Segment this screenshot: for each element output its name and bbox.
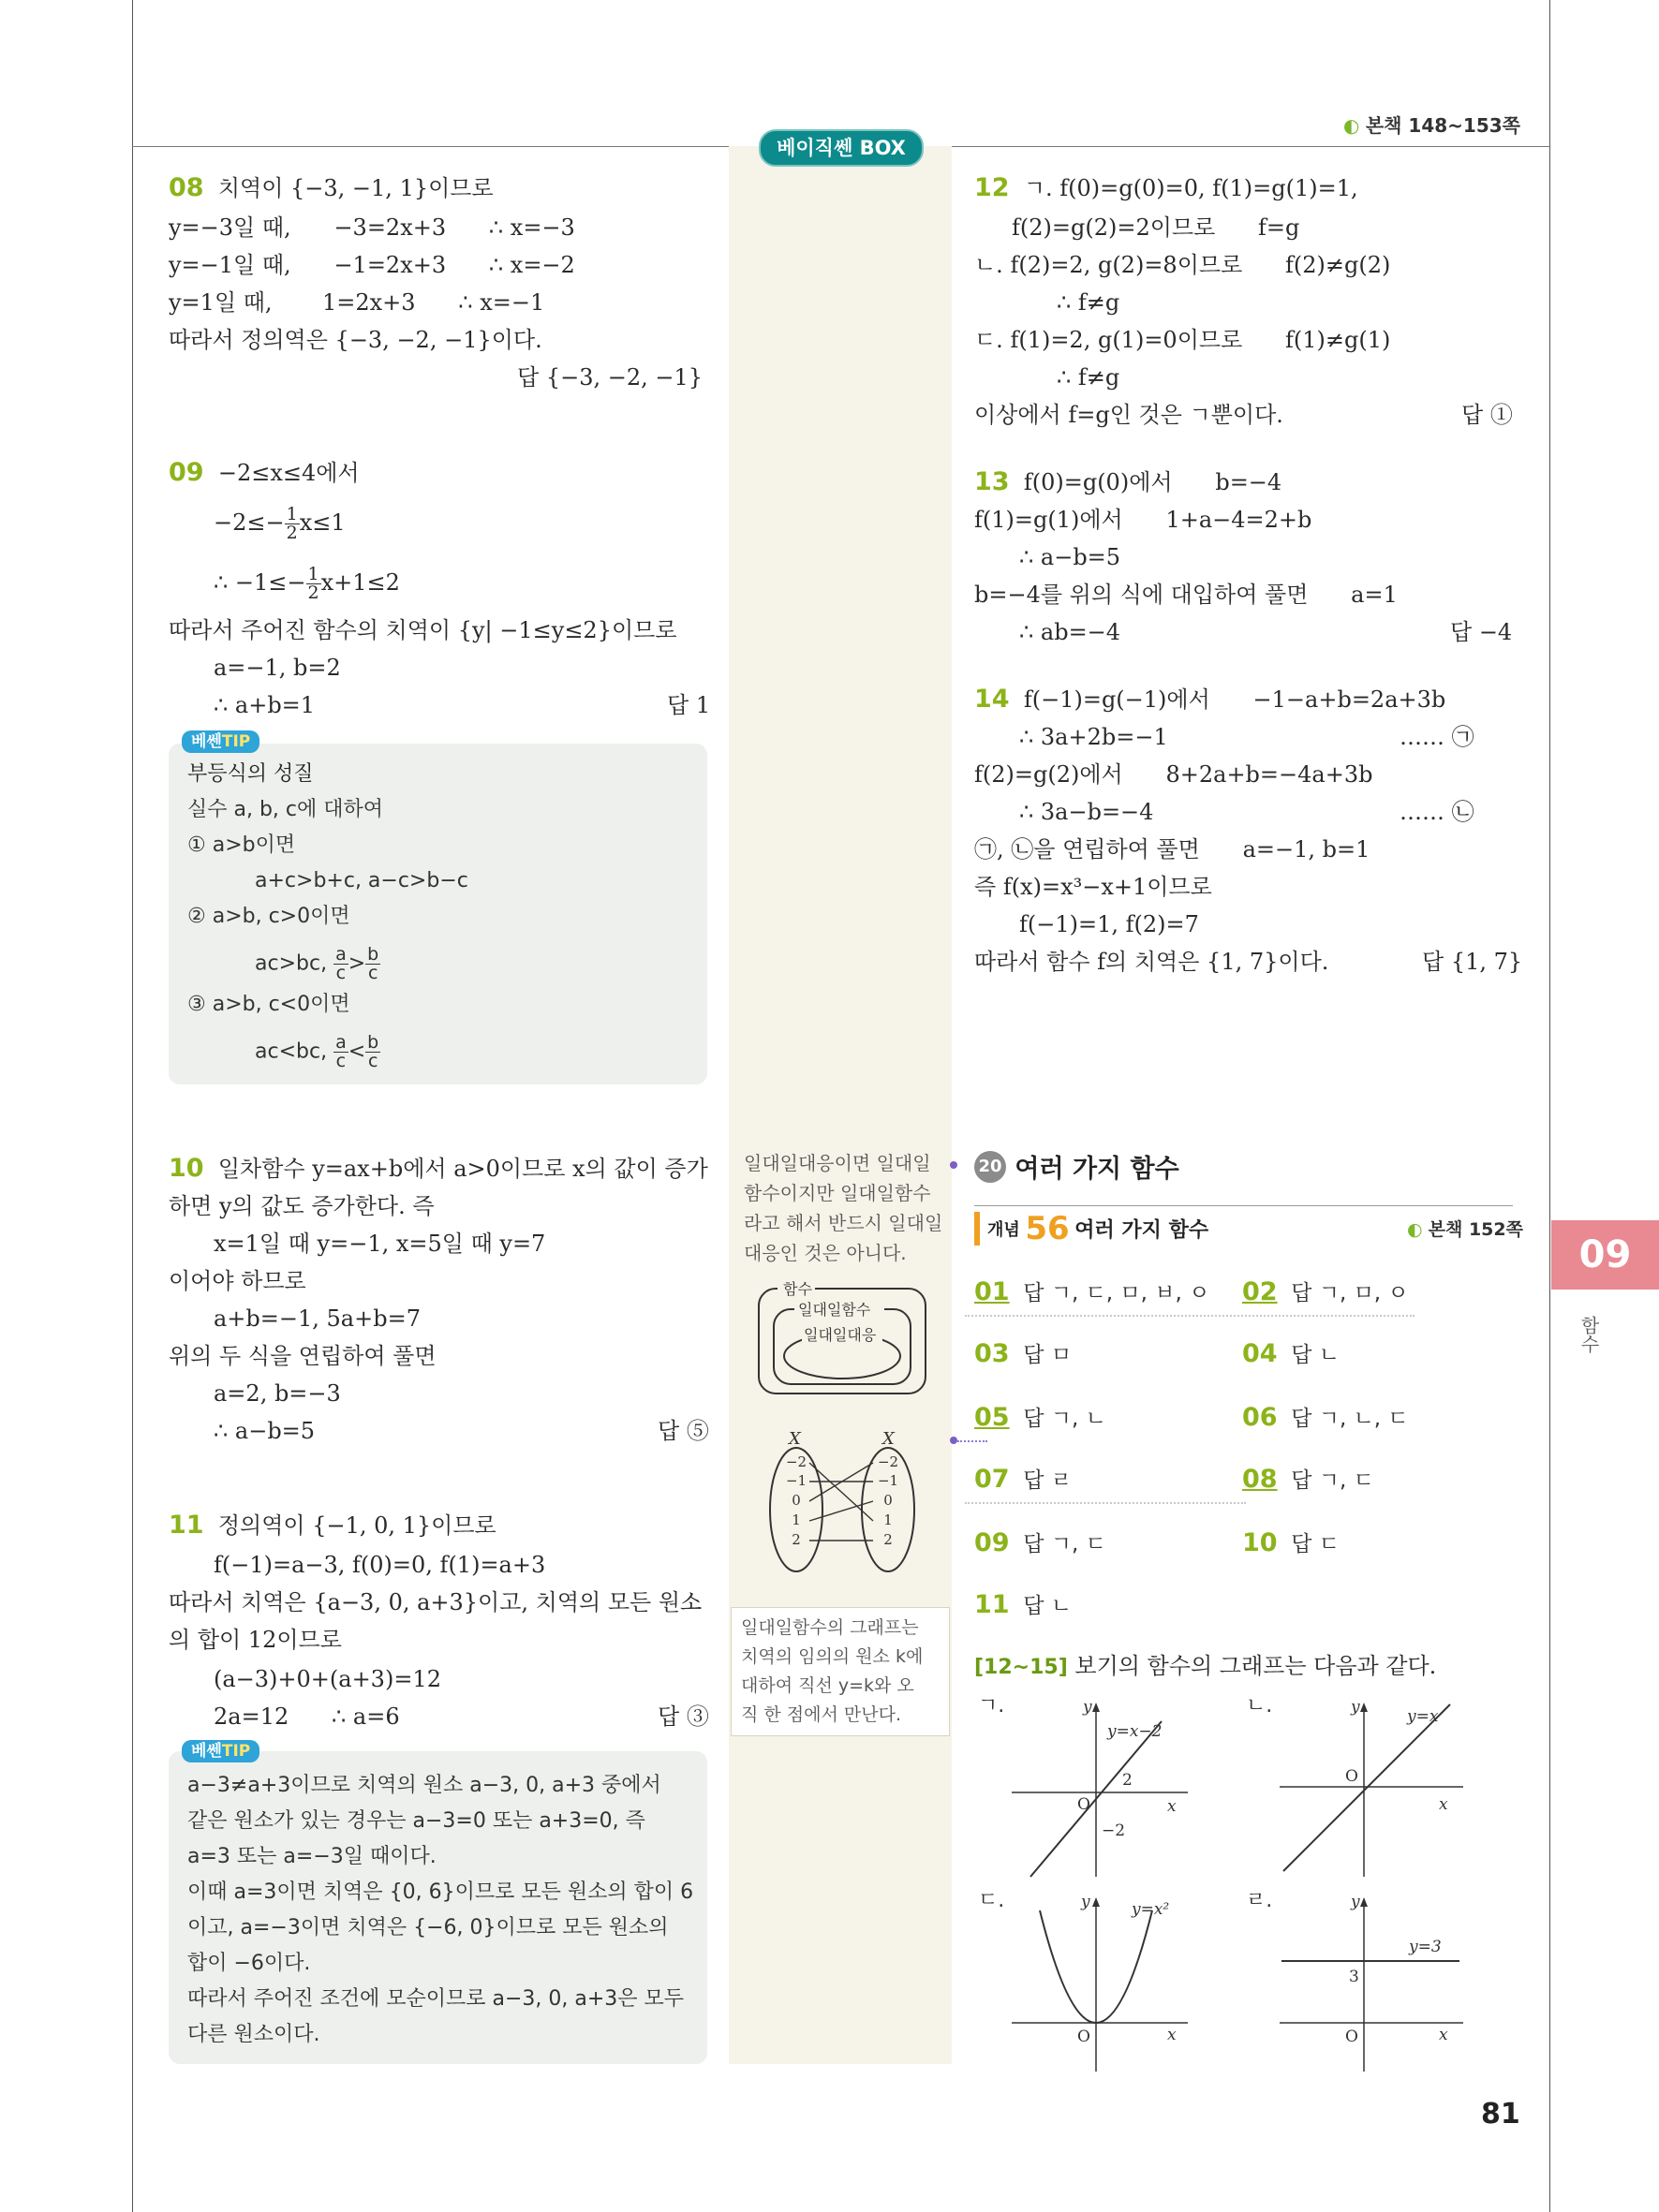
problem-14: 14 f(−1)=g(−1)에서 −1−a+b=2a+3b bbox=[974, 685, 1446, 714]
problem-08: 08 치역이 {−3, −1, 1}이므로 bbox=[169, 173, 494, 202]
graph-d bbox=[1242, 1888, 1504, 2075]
chapter-tab: 09 bbox=[1551, 1220, 1659, 1290]
book-icon: ◐ bbox=[1407, 1219, 1423, 1240]
svg-text:O: O bbox=[1345, 1767, 1358, 1786]
mapping-right-item: −1 bbox=[877, 1472, 899, 1489]
mapping-left-item: −1 bbox=[785, 1472, 807, 1489]
mapping-right-item: 0 bbox=[883, 1492, 893, 1509]
section-heading: 20 여러 가지 함수 bbox=[974, 1148, 1179, 1185]
side-note-2: 일대일함수의 그래프는 치역의 임의의 원소 k에 대하여 직선 y=k와 오 직 한 점에서 만난다. bbox=[731, 1607, 950, 1736]
basic-box-badge: 베이직쎈 BOX bbox=[759, 129, 924, 167]
side-note-1: 일대일대응이면 일대일 함수이지만 일대일함수 라고 해서 반드시 일대일 대응인 것은 아니다. bbox=[744, 1152, 943, 1264]
mapping-right-label: X bbox=[882, 1429, 895, 1449]
function-inclusion-diagram bbox=[749, 1272, 937, 1403]
mapping-left-item: −2 bbox=[785, 1453, 807, 1470]
mapping-diagram bbox=[759, 1423, 927, 1573]
answer-item: 03 답 ㅁ bbox=[974, 1339, 1072, 1368]
graph-c bbox=[974, 1888, 1237, 2075]
svg-text:x: x bbox=[1167, 2026, 1177, 2044]
answer-item: 10 답 ㄷ bbox=[1242, 1528, 1340, 1557]
answer-item: 02 답 ㄱ, ㅁ, ㅇ bbox=[1242, 1277, 1409, 1306]
svg-text:ㄴ.: ㄴ. bbox=[1246, 1694, 1273, 1718]
svg-text:−2: −2 bbox=[1102, 1821, 1126, 1840]
svg-text:ㄷ.: ㄷ. bbox=[978, 1889, 1005, 1912]
tip-tag: 베쎈TIP bbox=[182, 1740, 259, 1762]
concept-ref: ◐ 본책 152쪽 bbox=[1407, 1219, 1523, 1240]
chapter-label: 함수 bbox=[1578, 1316, 1600, 1353]
graphs-intro: [12~15] 보기의 함수의 그래프는 다음과 같다. bbox=[974, 1653, 1437, 1679]
svg-text:ㄹ.: ㄹ. bbox=[1246, 1889, 1273, 1912]
answer-item: 01 답 ㄱ, ㄷ, ㅁ, ㅂ, ㅇ bbox=[974, 1277, 1210, 1306]
answer-13: 답 −4 bbox=[1450, 619, 1513, 645]
answer-item: 07 답 ㄹ bbox=[974, 1465, 1072, 1494]
answer-10: 답 ⑤ bbox=[658, 1418, 709, 1444]
svg-text:y=3: y=3 bbox=[1409, 1938, 1442, 1956]
svg-text:ㄱ.: ㄱ. bbox=[978, 1694, 1005, 1718]
svg-text:x: x bbox=[1167, 1797, 1177, 1816]
page-number: 81 bbox=[1481, 2098, 1520, 2131]
svg-text:y: y bbox=[1081, 1893, 1090, 1911]
svg-text:y=x−2: y=x−2 bbox=[1107, 1722, 1163, 1741]
section-badge: 20 bbox=[974, 1151, 1006, 1183]
svg-text:O: O bbox=[1077, 2028, 1090, 2046]
answer-item: 06 답 ㄱ, ㄴ, ㄷ bbox=[1242, 1403, 1409, 1432]
graph-b bbox=[1242, 1693, 1504, 1880]
svg-text:x: x bbox=[1439, 1795, 1448, 1814]
mapping-left-item: 0 bbox=[792, 1492, 801, 1509]
mapping-left-label: X bbox=[789, 1429, 801, 1449]
svg-text:y: y bbox=[1351, 1893, 1360, 1911]
problem-13: 13 f(0)=g(0)에서 b=−4 bbox=[974, 467, 1282, 496]
svg-text:y=x: y=x bbox=[1407, 1707, 1439, 1726]
diagram-middle-label: 일대일함수 bbox=[798, 1301, 871, 1319]
answer-item: 04 답 ㄴ bbox=[1242, 1339, 1340, 1368]
answer-11: 답 ③ bbox=[658, 1703, 709, 1730]
svg-text:y=x²: y=x² bbox=[1132, 1900, 1170, 1919]
mapping-right-item: −2 bbox=[877, 1453, 899, 1470]
answer-14: 답 {1, 7} bbox=[1422, 949, 1523, 975]
svg-text:3: 3 bbox=[1349, 1968, 1359, 1986]
answer-08: 답 {−3, −2, −1} bbox=[517, 364, 704, 391]
header-ref: ◐ 본책 148~153쪽 bbox=[1343, 114, 1520, 137]
answer-item: 08 답 ㄱ, ㄷ bbox=[1242, 1465, 1374, 1494]
answer-item: 09 답 ㄱ, ㄷ bbox=[974, 1528, 1106, 1557]
problem-10: 10 일차함수 y=ax+b에서 a>0이므로 x의 값이 증가 bbox=[169, 1154, 708, 1183]
svg-text:x: x bbox=[1439, 2026, 1448, 2044]
graph-a bbox=[974, 1693, 1237, 1880]
svg-text:2: 2 bbox=[1122, 1771, 1133, 1790]
book-icon: ◐ bbox=[1343, 114, 1360, 137]
answer-item: 11 답 ㄴ bbox=[974, 1590, 1072, 1619]
answer-09: 답 1 bbox=[667, 692, 711, 718]
diagram-outer-label: 함수 bbox=[783, 1280, 812, 1298]
answer-12: 답 ① bbox=[1461, 402, 1513, 428]
problem-09: 09 −2≤x≤4에서 bbox=[169, 458, 360, 487]
problem-12: 12 ㄱ. f(0)=g(0)=0, f(1)=g(1)=1, bbox=[974, 173, 1358, 202]
svg-text:O: O bbox=[1345, 2028, 1358, 2046]
concept-header: 개념 56 여러 가지 함수 bbox=[987, 1210, 1209, 1247]
svg-text:y: y bbox=[1351, 1698, 1360, 1717]
problem-11: 11 정의역이 {−1, 0, 1}이므로 bbox=[169, 1511, 496, 1540]
diagram-inner-label: 일대일대응 bbox=[804, 1326, 877, 1344]
mapping-right-item: 2 bbox=[883, 1531, 893, 1548]
side-column bbox=[729, 146, 952, 2064]
answer-item: 05 답 ㄱ, ㄴ bbox=[974, 1403, 1106, 1432]
tip-tag: 베쎈TIP bbox=[182, 730, 259, 753]
svg-text:y: y bbox=[1083, 1698, 1092, 1717]
mapping-left-item: 1 bbox=[792, 1512, 801, 1528]
mapping-left-item: 2 bbox=[792, 1531, 801, 1548]
mapping-right-item: 1 bbox=[883, 1512, 893, 1528]
svg-text:O: O bbox=[1077, 1795, 1090, 1814]
